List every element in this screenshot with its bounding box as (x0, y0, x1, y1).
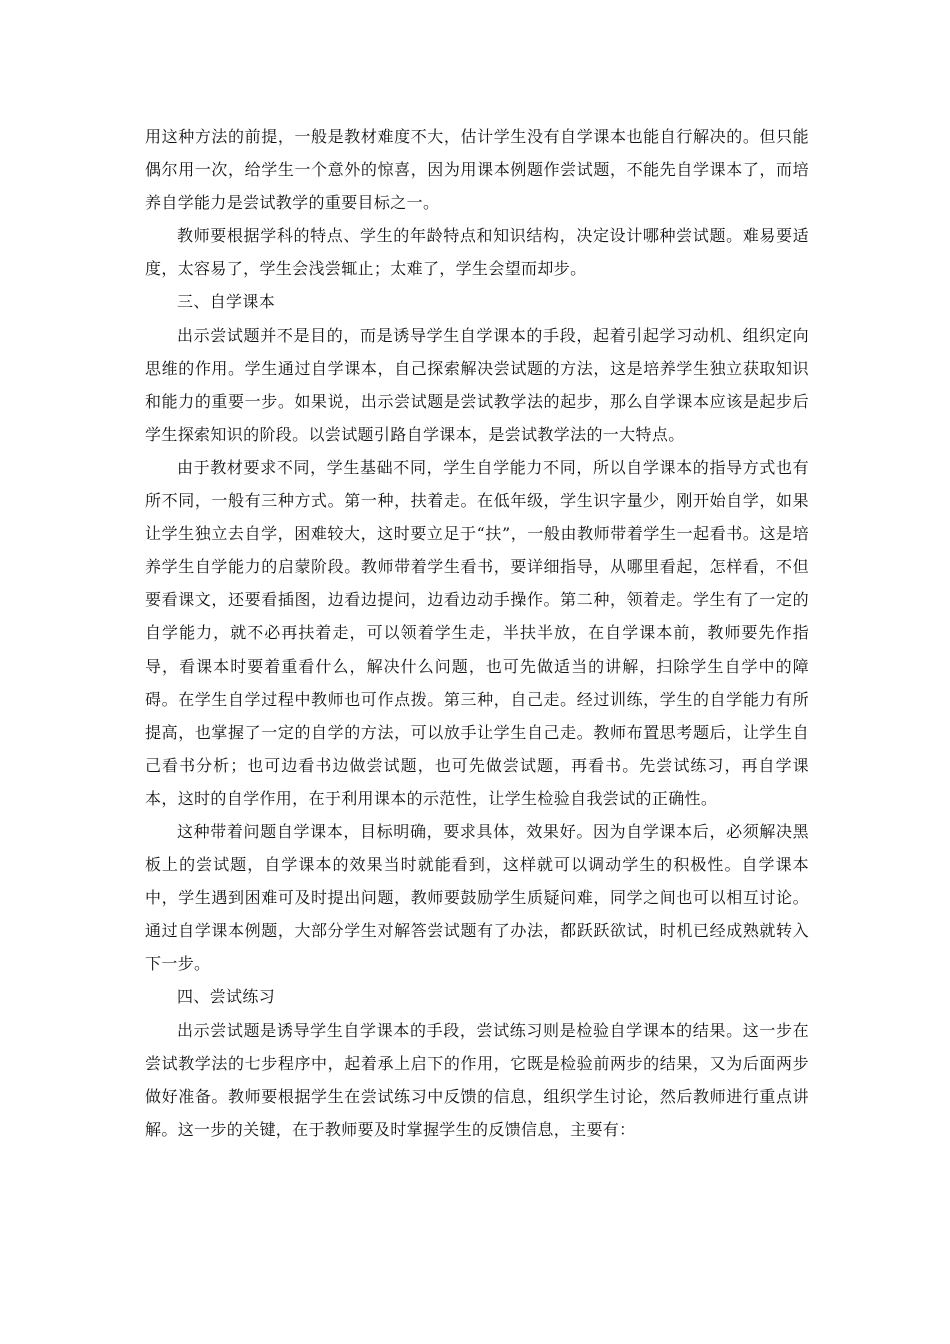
section-heading-trial-practice: 四、尝试练习 (177, 987, 276, 1007)
paragraph-question-design: 教师要根据学科的特点、学生的年龄特点和知识结构，决定设计哪种尝试题。难易要适度，太容易了，学生会浅尝辄止；太难了，学生会望而却步。 (145, 226, 809, 279)
paragraph-self-study-purpose: 出示尝试题并不是目的，而是诱导学生自学课本的手段，起着引起学习动机、组织定向思维的作用。学生通过自学课本，自己探索解决尝试题的方法，这是培养学生独立获取知识和能力的重要一步。如果说，出示尝试题是尝试教学法的起步，那么自学课本应该是起步后学生探索知识的阶段。以尝试题引路自学课本，是尝试教学法的一大特点。 (145, 325, 809, 444)
document-page (145, 120, 809, 1146)
paragraph-continuation: 用这种方法的前提，一般是教材难度不大，估计学生没有自学课本也能自行解决的。但只能偶尔用一次，给学生一个意外的惊喜，因为用课本例题作尝试题，不能先自学课本了，而培养自学能力是尝试教学的重要目标之一。 (145, 127, 809, 213)
paragraph-question-driven-study: 这种带着问题自学课本，目标明确，要求具体，效果好。因为自学课本后，必须解决黑板上的尝试题，自学课本的效果当时就能看到，这样就可以调动学生的积极性。自学课本中，学生遇到困难可及时提出问题，教师要鼓励学生质疑问难，同学之间也可以相互讨论。通过自学课本例题，大部分学生对解答尝试题有了办法，都跃跃欲试，时机已经成熟就转入下一步。 (145, 821, 809, 974)
section-heading-self-study: 三、自学课本 (177, 292, 276, 312)
paragraph-guidance-methods: 由于教材要求不同，学生基础不同，学生自学能力不同，所以自学课本的指导方式也有所不同，一般有三种方式。第一种，扶着走。在低年级，学生识字量少，刚开始自学，如果让学生独立去自学，困难较大，这时要立足于“扶”，一般由教师带着学生一起看书。这是培养学生自学能力的启蒙阶段。教师带着学生看书，要详细指导，从哪里看起，怎样看，不但要看课文，还要看插图，边看边提问，边看边动手操作。第二种，领着走。学生有了一定的自学能力，就不必再扶着走，可以领着学生走，半扶半放，在自学课本前，教师要先作指导，看课本时要着重看什么，解决什么问题，也可先做适当的讲解，扫除学生自学中的障碍。在学生自学过程中教师也可作点拨。第三种，自己走。经过训练，学生的自学能力有所提高，也掌握了一定的自学的方法，可以放手让学生自己走。教师布置思考题后，让学生自己看书分析；也可边看书边做尝试题，也可先做尝试题，再看书。先尝试练习，再自学课本，这时的自学作用，在于利用课本的示范性，让学生检验自我尝试的正确性。 (145, 457, 809, 808)
paragraph-trial-practice: 出示尝试题是诱导学生自学课本的手段，尝试练习则是检验自学课本的结果。这一步在尝试教学法的七步程序中，起着承上启下的作用，它既是检验前两步的结果，又为后面两步做好准备。教师要根据学生在尝试练习中反馈的信息，组织学生讨论，然后教师进行重点讲解。这一步的关键，在于教师要及时掌握学生的反馈信息，主要有： (145, 1020, 809, 1139)
